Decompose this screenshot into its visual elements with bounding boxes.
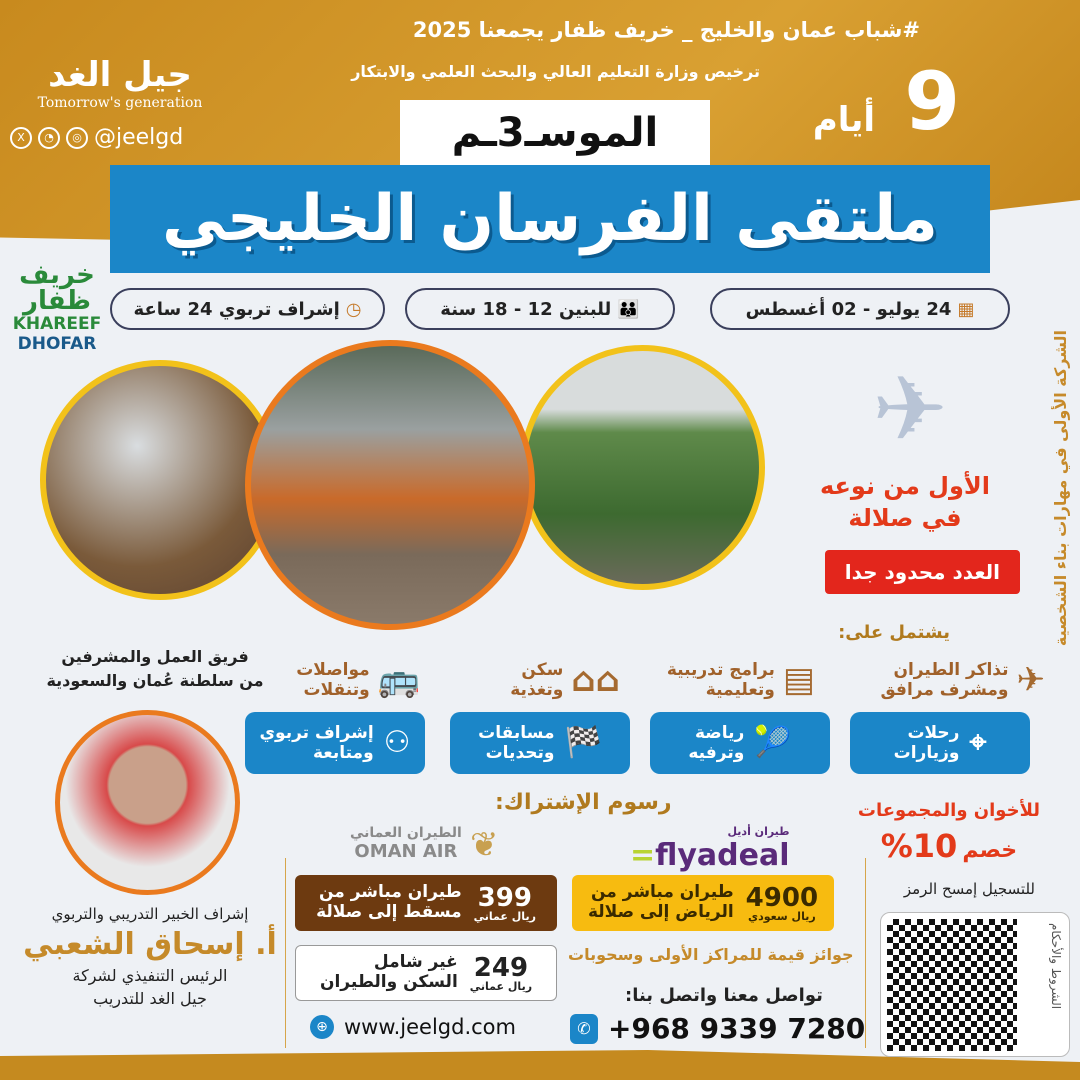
contact-label: تواصل معنا واتصل بنا:: [625, 985, 823, 1006]
logo-arabic: جيل الغد: [48, 55, 192, 95]
team-caption: [30, 645, 280, 693]
season-label: الموسـ3ـم: [400, 100, 710, 166]
discount-pct: 10%: [880, 827, 958, 865]
hashtag: #شباب عمان والخليج _ خريف ظفار يجمعنا 2025: [412, 18, 920, 42]
family-icon: 👪: [617, 298, 640, 320]
x-icon[interactable]: X: [10, 127, 32, 149]
side-slogan: الشركة الأولى في مهارات بناء الشخصية: [1051, 330, 1070, 647]
jeel-logo: [30, 55, 210, 111]
pill-text: 24 يوليو - 02 أغسطس: [745, 298, 952, 320]
khareef-ar: خريف ظفار: [19, 260, 95, 316]
supervisor-role1: الرئيس التنفيذي لشركة: [72, 966, 228, 985]
price-amount: 4900: [745, 882, 819, 913]
flyadeal-ar: طيران أديل: [727, 825, 790, 838]
first-line1: الأول من نوعه: [819, 472, 990, 500]
snapchat-icon[interactable]: ◔: [38, 127, 60, 149]
price-currency: ريال سعودي: [748, 909, 816, 923]
price-l2: السكن والطيران: [319, 972, 458, 992]
supervisor-photo: [55, 710, 240, 895]
box-l2: وتحديات: [485, 743, 555, 763]
phone-number[interactable]: +968 9339 7280: [608, 1012, 866, 1045]
days-label: أيام: [812, 100, 875, 140]
license: ترخيص وزارة التعليم العالي والبحث العلمي والابتكار: [351, 62, 760, 81]
box-l1: رياضة: [694, 722, 745, 743]
supervisor-role2: جيل الغد للتدريب: [93, 989, 207, 1008]
omanair-en: OMAN AIR: [354, 841, 458, 862]
website-row: [310, 1015, 516, 1039]
box-l1: مسابقات: [478, 722, 555, 743]
box-competitions: [450, 712, 630, 774]
waterfall-group-photo: [245, 340, 535, 630]
horse-photo: [40, 360, 280, 600]
box-sports: [650, 712, 830, 774]
price-currency: ريال عماني: [473, 909, 536, 923]
box-l1: إشراف تربوي: [259, 722, 374, 743]
box-l2: وترفيه: [688, 743, 745, 763]
discount-l1: للأخوان والمجموعات: [857, 800, 1040, 821]
omanair-ar: الطيران العماني: [350, 825, 462, 841]
first-line2: في صلالة: [848, 504, 962, 533]
box-trips: [850, 712, 1030, 774]
caption-1: فريق العمل والمشرفين: [61, 647, 249, 666]
qr-label: للتسجيل إمسح الرمز: [903, 880, 1035, 898]
price-flyadeal: [572, 875, 834, 931]
price-l2: الرياض إلى صلالة: [587, 902, 734, 922]
clock-icon: ◷: [345, 298, 362, 320]
feat-l1: سكن: [521, 659, 564, 680]
instagram-icon[interactable]: ◎: [66, 127, 88, 149]
price-local: [295, 945, 557, 1001]
supervision-pill: [110, 288, 385, 330]
feature-housing: [510, 650, 620, 710]
price-amount: 399: [477, 882, 532, 913]
racket-icon: 🎾: [754, 725, 792, 760]
people-icon: ⚇: [383, 725, 411, 760]
khareef-en1: KHAREEF: [12, 314, 102, 334]
price-l1: غير شامل: [373, 952, 458, 973]
map-pin-icon: ⌖: [969, 725, 987, 760]
price-l1: طيران مباشر من: [591, 882, 734, 903]
price-amount: 249: [473, 952, 529, 983]
terms-label[interactable]: الشروط والأحكام: [1049, 923, 1063, 1010]
feat-l1: تذاكر الطيران: [893, 659, 1009, 680]
price-l2: مسقط إلى صلالة: [316, 902, 462, 922]
pill-text: إشراف تربوي 24 ساعة: [133, 298, 340, 320]
airplane-icon: ✈: [872, 357, 948, 462]
qr-card: [880, 912, 1070, 1057]
logo-english: Tomorrow's generation: [37, 95, 203, 111]
phone-row: [570, 1012, 865, 1045]
supervisor-name: أ. إسحاق الشعبي: [23, 927, 277, 962]
omanair-emblem-icon: ❦: [470, 825, 499, 865]
feat-l2: ومشرف مرافق: [880, 680, 1009, 700]
discount: [858, 800, 1040, 865]
box-l2: ومتابعة: [312, 743, 374, 763]
discount-l2: خصم: [962, 838, 1018, 863]
social-row: [10, 125, 183, 150]
qr-code[interactable]: [887, 919, 1017, 1051]
flags-icon: 🏁: [564, 725, 602, 760]
feat-l2: وتعليمية: [705, 680, 775, 700]
feature-flights: [880, 650, 1045, 710]
feat-l1: برامج تدريبية: [666, 659, 775, 680]
khareef-dhofar-logo: [12, 262, 102, 354]
flyadeal-en: flyadeal: [655, 838, 790, 873]
feature-training: [667, 650, 815, 710]
houses-icon: ⌂⌂: [571, 659, 620, 700]
price-l1: طيران مباشر من: [318, 882, 462, 903]
calendar-icon: ▦: [957, 298, 975, 320]
caption-2: من سلطنة عُمان والسعودية: [46, 671, 264, 690]
box-l2: وزيارات: [893, 743, 960, 763]
supervisor-line1: إشراف الخبير التدريبي والتربوي: [51, 905, 249, 923]
feature-transport: [296, 650, 420, 710]
price-currency: ريال عماني: [469, 979, 533, 993]
supervisor-info: [20, 905, 280, 1008]
social-handle[interactable]: @jeelgd: [94, 125, 184, 150]
page-title: ملتقى الفرسان الخليجي: [110, 165, 990, 273]
dates-pill: [710, 288, 1010, 330]
phone-icon: ✆: [570, 1014, 598, 1044]
group-photo-green: [520, 345, 765, 590]
globe-icon: ⊕: [310, 1015, 334, 1039]
website-link[interactable]: www.jeelgd.com: [344, 1015, 516, 1039]
ages-pill: [405, 288, 675, 330]
omanair-logo: [350, 825, 462, 862]
limited-badge: العدد محدود جدا: [825, 550, 1020, 594]
price-omanair: [295, 875, 557, 931]
first-of-kind: [820, 470, 990, 535]
box-supervision: [245, 712, 425, 774]
classroom-icon: ▤: [782, 659, 815, 700]
feat-l1: مواصلات: [296, 659, 370, 680]
includes-label: يشتمل على:: [838, 622, 950, 643]
days-number: 9: [904, 55, 960, 148]
feat-l2: وتنقلات: [303, 680, 370, 700]
bus-icon: 🚌: [377, 659, 420, 700]
pill-text: للبنين 12 - 18 سنة: [440, 298, 612, 320]
feat-l2: وتغذية: [510, 680, 564, 700]
khareef-en2: DHOFAR: [17, 334, 97, 354]
flyadeal-logo: طيران أديل =flyadeal: [630, 825, 790, 873]
fees-label: رسوم الإشتراك:: [495, 790, 672, 815]
prizes-text: جوائز قيمة للمراكز الأولى وسحوبات: [568, 945, 854, 964]
plane-icon: ✈: [1016, 659, 1045, 700]
divider: [285, 858, 286, 1048]
box-l1: رحلات: [907, 722, 960, 743]
